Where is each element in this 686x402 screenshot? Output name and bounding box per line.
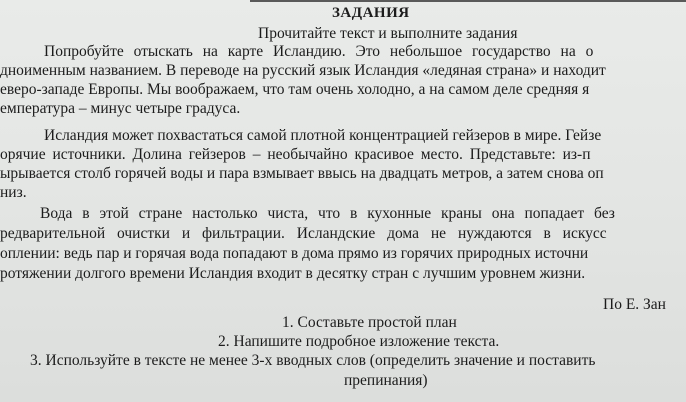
paragraph-2-line-3: ырывается столб горячей воды и пара взмывает ввысь на двадцать метров, а затем снова оп (0, 165, 604, 182)
paragraph-1-line-3: еверо-западе Европы. Мы воображаем, что там очень холодно, а на самом деле средняя я (0, 81, 590, 98)
paragraph-1-line-4: емпература – минус четыре градуса. (0, 100, 241, 117)
paragraph-3-line-3: оплении: ведь пар и горячая вода попадают в дома прямо из горячих природных источни (0, 245, 589, 262)
paragraph-3-line-2: редварительной очистки и фильтрации. Исландские дома не нуждаются в искусс (0, 225, 607, 242)
page-subtitle: Прочитайте текст и выполните задания (258, 25, 518, 42)
task-2: 2. Напишите подробное изложение текста. (218, 333, 500, 350)
paragraph-2-line-4: низ. (0, 184, 27, 201)
top-rule (250, 0, 686, 2)
attribution: По Е. Зан (603, 296, 666, 313)
task-1: 1. Составьте простой план (282, 314, 457, 331)
task-3-continuation: препинания) (344, 372, 428, 389)
page-title: ЗАДАНИЯ (332, 5, 410, 21)
task-3: 3. Используйте в тексте не менее 3-х вводных слов (определить значение и поставить (30, 352, 596, 369)
paragraph-2-line-2: орячие источники. Долина гейзеров – необычайно красивое место. Представьте: из-п (0, 146, 591, 163)
paragraph-1-line-1: Попробуйте отыскать на карте Исландию. Это небольшое государство на о (44, 43, 594, 60)
paragraph-2-line-1: Исландия может похвастаться самой плотной концентрацией гейзеров в мире. Гейзе (44, 127, 602, 144)
paragraph-3-line-4: ротяжении долгого времени Исландия входит в десятку стран с лучшим уровнем жизни. (0, 265, 586, 282)
paragraph-3-line-1: Вода в этой стране настолько чиста, что в кухонные краны она попадает без (40, 205, 615, 222)
paragraph-1-line-2: днoименным названием. В переводе на русский язык Исландия «ледяная страна» и находит (0, 62, 606, 79)
